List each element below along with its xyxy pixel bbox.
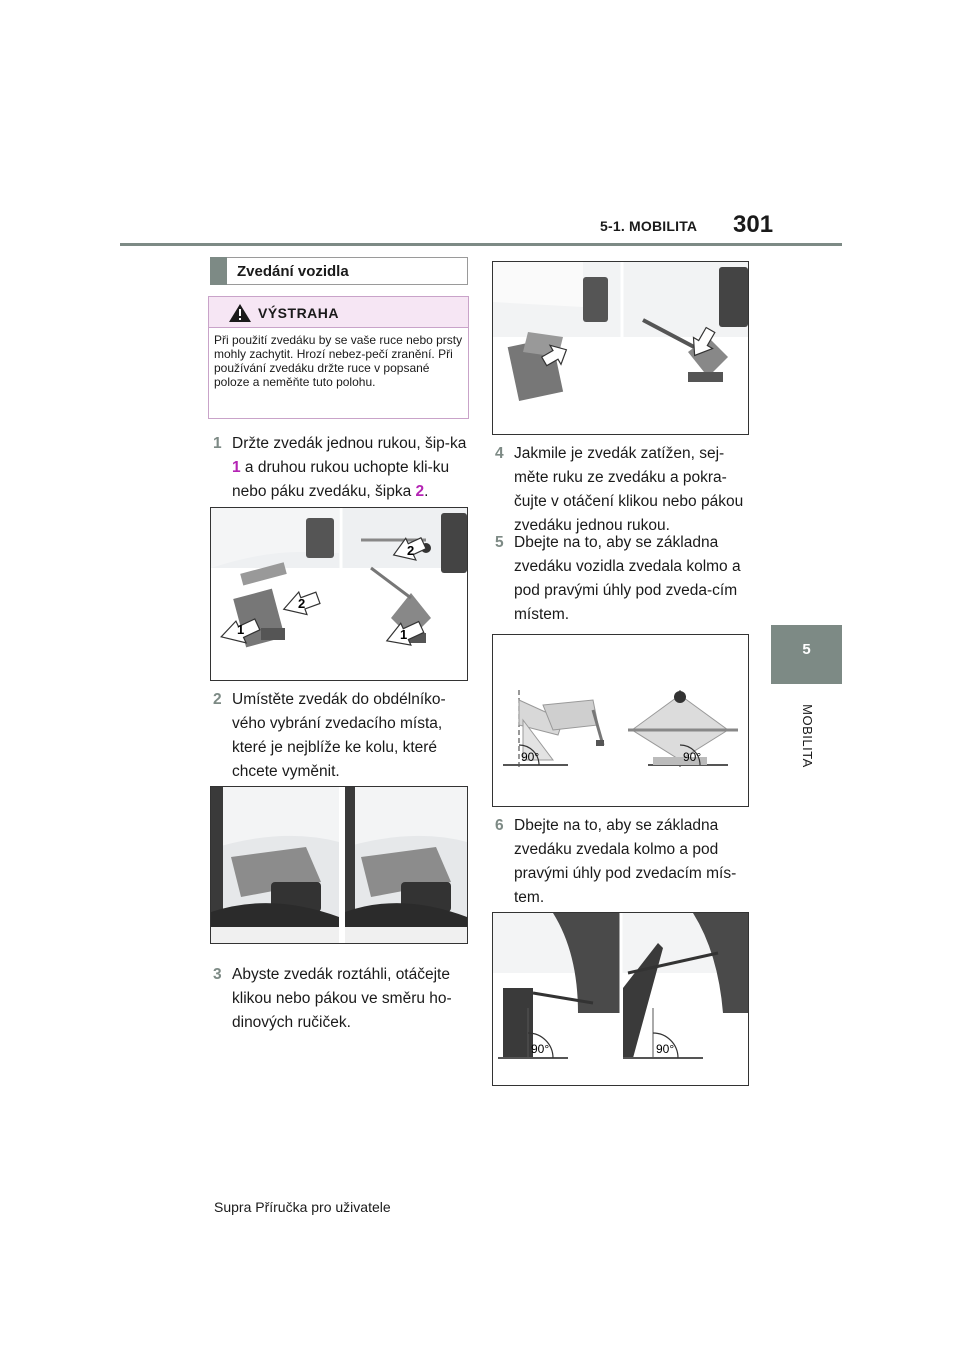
figure-jack-right-angle xyxy=(492,634,749,807)
chapter-tab-number: 5 xyxy=(802,641,811,658)
step-text: Jakmile je zvedák zatížen, sej-měte ruku ze zvedáku a pokra-čujte v otáčení klikou nebo pákou zvedáku jednou rukou. xyxy=(514,445,744,534)
arrow-label: 2 xyxy=(298,596,306,611)
step-number: 2 xyxy=(213,691,222,708)
header-divider xyxy=(120,243,842,246)
figure-jack-lifted xyxy=(492,912,749,1086)
figure-jack-grip xyxy=(210,507,468,681)
step-number: 4 xyxy=(495,445,504,462)
step-text: Abyste zvedák roztáhli, otáčejte klikou nebo pákou ve směru ho-dinových ručiček. xyxy=(232,966,452,1031)
warning-text: Při použití zvedáku by se vaše ruce nebo prsty mohly zachytit. Hrozí nebez-pečí zranění. Při používání zvedáku držte ruce v popsané poloze a neměňte tuto polohu. xyxy=(214,333,463,389)
arrow-ref-1: 1 xyxy=(232,459,241,476)
arrow-label: 1 xyxy=(400,627,408,642)
step-text: Umístěte zvedák do obdélníko-vého vybrání zvedacího místa, které je nejblíže ke kolu, které chcete vyměnit. xyxy=(232,691,446,780)
angle-label: 90° xyxy=(521,750,540,764)
section-title: Zvedání vozidla xyxy=(237,263,349,280)
step-number: 5 xyxy=(495,534,504,551)
arrow-label: 1 xyxy=(237,622,245,637)
warning-title: VÝSTRAHA xyxy=(258,305,340,321)
step-number: 1 xyxy=(213,435,222,452)
step-6 xyxy=(495,814,754,910)
footer-text: Supra Příručka pro uživatele xyxy=(214,1199,391,1215)
step-text: . xyxy=(424,483,429,500)
chapter-tab-label: MOBILITA xyxy=(800,704,815,768)
step-number: 6 xyxy=(495,817,504,834)
step-5 xyxy=(495,531,754,627)
step-text: a druhou rukou uchopte kli-ku nebo páku zvedáku, šipka xyxy=(232,459,450,500)
arrow-label: 2 xyxy=(407,543,415,558)
warning-triangle-icon xyxy=(228,303,252,323)
step-number: 3 xyxy=(213,966,222,983)
step-1 xyxy=(213,432,472,504)
step-text: Dbejte na to, aby se základna zvedáku vozidla zvedala kolmo a pod pravými úhly pod zveda-cím místem. xyxy=(514,534,741,623)
step-text: Dbejte na to, aby se základna zvedáku zvedala kolmo a pod pravými úhly pod zvedacím mís-tem. xyxy=(514,817,737,906)
arrow-ref-2: 2 xyxy=(415,483,425,500)
section-title-marker xyxy=(210,257,227,285)
figure-jack-extend xyxy=(492,261,749,435)
step-4 xyxy=(495,442,754,538)
angle-label: 90° xyxy=(656,1042,675,1056)
page-number: 301 xyxy=(733,211,774,238)
step-text: Držte zvedák jednou rukou, šip-ka xyxy=(232,435,467,452)
figure-jack-placement xyxy=(210,786,468,944)
step-2 xyxy=(213,688,472,784)
angle-label: 90° xyxy=(531,1042,550,1056)
section-heading: 5-1. MOBILITA xyxy=(600,218,698,234)
angle-label: 90° xyxy=(683,750,702,764)
step-3 xyxy=(213,963,472,1035)
